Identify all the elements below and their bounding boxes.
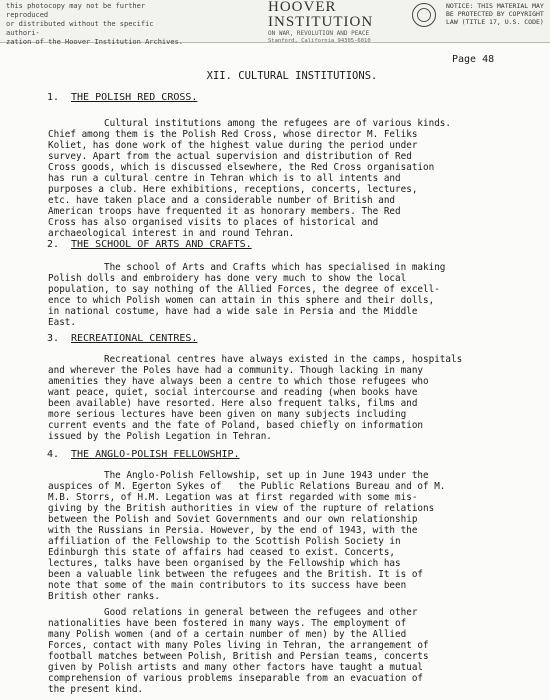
copyright-notice: NOTICE: THIS MATERIAL MAY BE PROTECTED BY COPYRIGHT LAW (TITLE 17, U.S. CODE): [446, 2, 544, 26]
institution-name: HOOVER INSTITUTION: [268, 0, 374, 30]
institution-subtitle: ON WAR, REVOLUTION AND PEACE: [268, 30, 370, 37]
paragraph: Recreational centres have always existed in the camps, hospitals and wherever the Poles have had a community. Though lacking in many amenities they have always been a centre to which those refugees who want peace, quiet, social intercourse and reading (when books have been available) have resorted. Here also frequent talks, films and more serious lectures have been given on many subjects including current events and the fate of Poland, based chiefly on information issued by the Polish Legation in Tehran.: [48, 354, 463, 442]
paragraph: Good relations in general between the refugees and other nationalities have been fostered in many ways. The employment of many Polish women (and of a certain number of men) by the Allied Forces, contact with many Poles living in Tehran, the arrangement of football matches between Polish, British and Persian teams, concerts given by Polish artists and many other factors have taught a mutual comprehension of various problems inseparable from an evacuation of the present kind.: [48, 607, 429, 695]
chapter-title: XII. CULTURAL INSTITUTIONS.: [206, 70, 378, 82]
paragraph: The school of Arts and Crafts which has specialised in making Polish dolls and embroidery has done very much to show the local population, to say nothing of the Allied Forces, the degree of excell- ence to which Polish women can attain in this sphere and their dolls, in national costume, have had a wide sale in Persia and the Middle East.: [48, 262, 446, 328]
seal-icon: [412, 3, 436, 27]
paragraph: Cultural institutions among the refugees are of various kinds. Chief among them is the Polish Red Cross, whose director M. Feliks Koliet, has done work of the highest value during the period under survey. Apart from the actual supervision and distribution of Red Cross goods, which is discussed elsewhere, the Red Cross organisation has run a cultural centre in Tehran which is to all intents and purposes a club. Here exhibitions, receptions, concerts, lectures, etc. have taken place and a considerable number of British and American troops have frequented it as honorary members. The Red Cross has also organised visits to places of historical and archaeological interest in and round Tehran.: [48, 118, 451, 239]
section-heading-1: 1. THE POLISH RED CROSS.: [47, 92, 198, 103]
archive-header-banner: [0, 0, 550, 46]
section-heading-4: 4. THE ANGLO-POLISH FELLOWSHIP.: [47, 449, 240, 460]
paragraph: The Anglo-Polish Fellowship, set up in June 1943 under the auspices of M. Egerton Sykes of the Public Relations Bureau and of M. M.B. Storrs, of H.M. Legation was at first regarded with some mis- giving by the British authorities in view of the rupture of relations between the Polish and Soviet Governments and our own relationship with the Russians in Persia. However, by the end of 1943, with the affiliation of the Fellowship to the Scottish Polish Society in Edinburgh this state of affairs had ceased to exist. Concerts, lectures, talks have been organised by the Fellowship which has been a valuable link between the refugees and the British. It is of note that some of the main contributors to its success have been British other ranks.: [48, 470, 446, 602]
institution-block: [268, 0, 408, 45]
section-heading-2: 2. THE SCHOOL OF ARTS AND CRAFTS.: [47, 239, 252, 250]
section-heading-3: 3. RECREATIONAL CENTRES.: [47, 333, 198, 344]
reproduction-notice: this photocopy may not be further reproduced or distributed without the specific authori- zation of the Hoover Institution Archives.: [6, 2, 184, 46]
page-number: Page 48: [452, 54, 495, 65]
institution-address: Stanford, California 94305-6010: [268, 38, 371, 44]
